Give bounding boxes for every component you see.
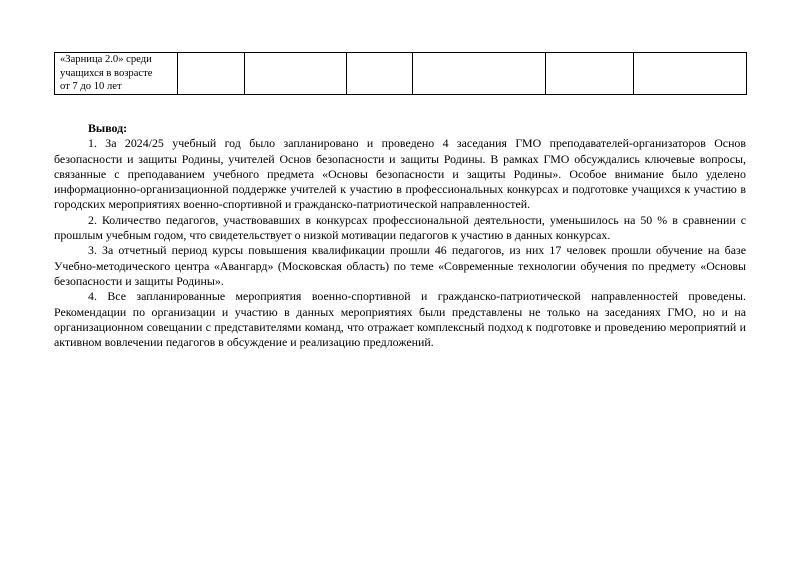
cell-line: от 7 до 10 лет [60,81,122,92]
empty-cell [413,53,546,95]
conclusion-heading: Вывод: [88,121,128,135]
empty-cell [347,53,413,95]
table-row [55,53,747,95]
empty-cell [245,53,347,95]
conclusion-paragraph-1: 1. За 2024/25 учебный год было запланировано и проведено 4 заседания ГМО преподавателей-организаторов Основ безопасности и защиты Родины, учителей Основ безопасности и защиты Родины. В рамках ГМО обсуждались ключевые вопросы, связанные с преподаванием учебного предмета «Основы безопасности и защиты Родины». Особое внимание было уделено информационно-организационной поддержке учителей к участию в профессиональных конкурсах и подготовке учащихся к участию в городских мероприятиях военно-спортивной и гражданско-патриотической направленностей. [54,136,746,212]
event-name-cell [55,53,178,95]
conclusion-paragraph-4: 4. Все запланированные мероприятия военно-спортивной и гражданско-патриотической направленностей проведены. Рекомендации по организации и участию в данных мероприятиях были представлены не только на заседаниях ГМО, но и на организационном совещании с представителями команд, что отражает комплексный подход к подготовке и проведению мероприятий и активном вовлечении педагогов в обсуждение и реализацию предложений. [54,289,746,350]
cell-line: «Зарница 2.0» среди [60,54,152,65]
empty-cell [634,53,747,95]
empty-cell [546,53,634,95]
conclusion-paragraph-3: 3. За отчетный период курсы повышения квалификации прошли 46 педагогов, из них 17 человек прошли обучение на базе Учебно-методического центра «Авангард» (Московская область) по теме «Современные технологии обучения по предмету «Основы безопасности и защиты Родины». [54,243,746,288]
results-table [54,52,747,95]
cell-line: учащихся в возрасте [60,67,153,79]
empty-cell [178,53,245,95]
conclusion-section [54,121,746,350]
conclusion-paragraph-2: 2. Количество педагогов, участвовавших в конкурсах профессиональной деятельности, уменьшилось на 50 % в сравнении с прошлым учебным годом, что свидетельствует о низкой мотивации педагогов к участию в данных конкурсах. [54,212,746,243]
